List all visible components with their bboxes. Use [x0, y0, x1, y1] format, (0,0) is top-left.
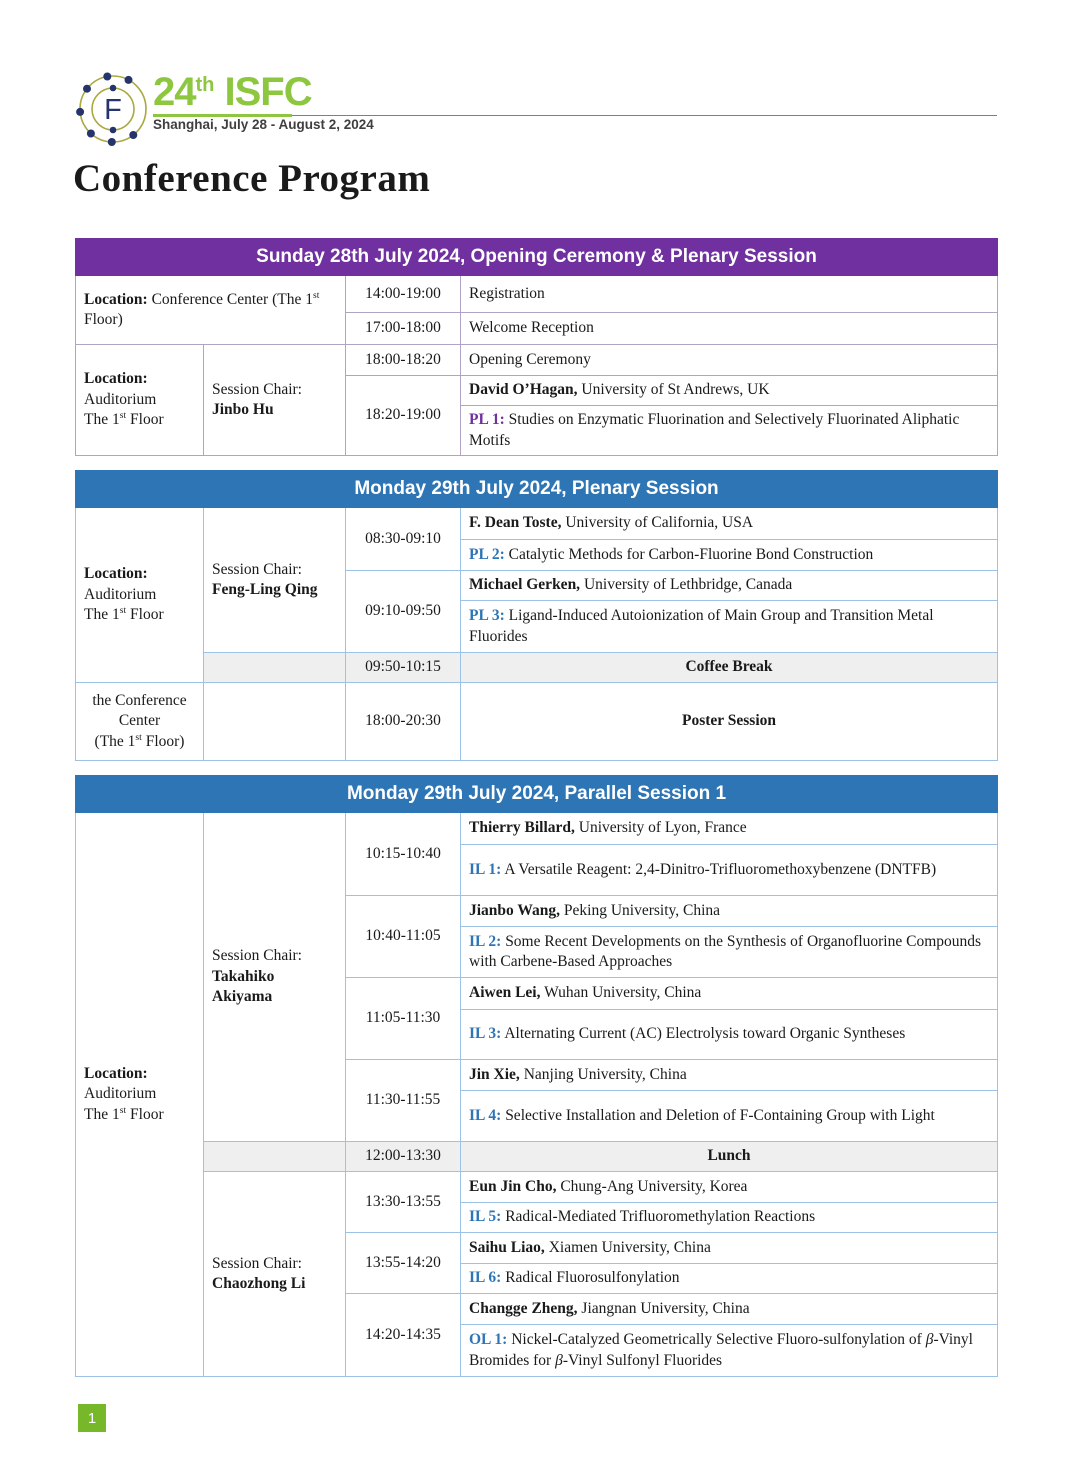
table-monday-parallel-header: Monday 29th July 2024, Parallel Session 1: [76, 776, 998, 813]
talk-code: IL 6:: [469, 1269, 502, 1287]
talk-title: Studies on Enzymatic Fluorination and Selectively Fluorinated Aliphatic Motifs: [469, 411, 960, 449]
table-sunday-header: Sunday 28th July 2024, Opening Ceremony & Plenary Session: [76, 239, 998, 276]
speaker-cell: [461, 978, 998, 1010]
table-monday-parallel: [75, 775, 998, 1377]
talk-code: IL 4:: [469, 1106, 502, 1124]
talk-code: IL 1:: [469, 860, 502, 878]
location-line: The 1: [84, 411, 120, 429]
time-cell: 11:30-11:55: [346, 1060, 461, 1142]
location-label: Location:: [84, 290, 148, 308]
time-cell: 10:15-10:40: [346, 813, 461, 896]
fluorine-atom-logo-icon: [74, 68, 152, 150]
ordinal-sup: st: [119, 605, 127, 617]
speaker-cell: [461, 1294, 998, 1325]
time-cell: 10:40-11:05: [346, 896, 461, 978]
poster-session-cell: Poster Session: [461, 683, 998, 761]
time-cell: 09:50-10:15: [346, 653, 461, 683]
time-cell: 11:05-11:30: [346, 978, 461, 1060]
speaker-name: Eun Jin Cho,: [469, 1177, 557, 1195]
time-cell: 13:55-14:20: [346, 1233, 461, 1294]
location-line: The 1: [84, 1105, 120, 1123]
speaker-name: F. Dean Toste,: [469, 514, 562, 532]
talk-title-cell: [461, 1203, 998, 1233]
location-cell-auditorium: [76, 813, 204, 1377]
session-chair-name: Chaozhong Li: [212, 1275, 306, 1292]
speaker-name: Michael Gerken,: [469, 576, 581, 594]
talk-title-cell: [461, 1010, 998, 1060]
page-title: Conference Program: [73, 157, 431, 200]
session-chair-name: Jinbo Hu: [212, 401, 274, 418]
speaker-cell: [461, 1233, 998, 1264]
talk-code: OL 1:: [469, 1331, 508, 1349]
event-cell: Opening Ceremony: [461, 345, 998, 376]
speaker-name: Jianbo Wang,: [469, 901, 561, 919]
talk-title: -Vinyl Bromides for: [469, 1331, 973, 1369]
logo-text-block: [153, 72, 374, 132]
talk-title: Radical-Mediated Trifluoromethylation Reactions: [501, 1208, 816, 1226]
speaker-affiliation: Peking University, China: [560, 901, 721, 919]
coffee-break-cell: Coffee Break: [461, 653, 998, 683]
logo-title-number: 24: [153, 70, 196, 114]
speaker-name: Aiwen Lei,: [469, 984, 541, 1002]
session-chair-name: Takahiko: [212, 967, 275, 985]
speaker-cell: [461, 508, 998, 540]
logo-title-acronym: ISFC: [214, 70, 312, 114]
session-chair-label: Session Chair:: [212, 1254, 302, 1272]
speaker-affiliation: University of Lethbridge, Canada: [580, 576, 793, 594]
talk-title: Some Recent Developments on the Synthesis of Organofluorine Compounds with Carbene-Based Approaches: [469, 932, 982, 970]
location-line-end: Floor): [141, 732, 185, 750]
location-cell-conference-center: [76, 683, 204, 761]
empty-cell: [204, 683, 346, 761]
talk-code: PL 3:: [469, 607, 505, 625]
time-cell: 18:00-18:20: [346, 345, 461, 376]
session-chair-label: Session Chair:: [212, 947, 302, 965]
talk-title-cell: [461, 540, 998, 571]
speaker-cell: [461, 896, 998, 927]
speaker-cell: [461, 813, 998, 845]
session-chair-name: Akiyama: [212, 988, 273, 1006]
session-chair-name: Feng-Ling Qing: [212, 581, 318, 598]
speaker-name: Saihu Liao,: [469, 1238, 545, 1256]
atom-letter: F: [104, 94, 122, 126]
beta-symbol: β: [925, 1331, 934, 1349]
talk-title-cell: [461, 1091, 998, 1142]
speaker-affiliation: Xiamen University, China: [544, 1238, 711, 1256]
speaker-cell: [461, 1060, 998, 1091]
ordinal-sup: st: [135, 731, 142, 743]
page-number-badge: 1: [78, 1404, 106, 1432]
speaker-affiliation: Chung-Ang University, Korea: [556, 1177, 748, 1195]
logo-title-ordinal: th: [195, 74, 215, 96]
location-value-end: Floor): [84, 311, 123, 328]
speaker-affiliation: Wuhan University, China: [540, 984, 702, 1002]
location-label: Location:: [84, 1064, 148, 1082]
lunch-cell: Lunch: [461, 1142, 998, 1172]
talk-code: IL 5:: [469, 1208, 502, 1226]
talk-title: A Versatile Reagent: 2,4-Dinitro-Trifluoromethoxybenzene (DNTFB): [501, 860, 937, 878]
speaker-cell: [461, 571, 998, 601]
time-cell: 08:30-09:10: [346, 508, 461, 571]
talk-title-cell: [461, 845, 998, 896]
talk-title: Selective Installation and Deletion of F-Containing Group with Light: [501, 1106, 935, 1124]
session-chair-label: Session Chair:: [212, 560, 302, 578]
talk-code: IL 2:: [469, 932, 502, 950]
location-line: the Conference: [92, 691, 187, 709]
speaker-affiliation: Jiangnan University, China: [577, 1299, 750, 1317]
table-sunday-program: [75, 238, 998, 456]
time-cell: 09:10-09:50: [346, 571, 461, 653]
location-line: The 1: [84, 606, 120, 624]
talk-title: Nickel-Catalyzed Geometrically Selective Fluoro-sulfonylation of: [507, 1331, 926, 1349]
ordinal-sup: st: [119, 410, 127, 422]
session-chair-cell: [204, 345, 346, 456]
location-cell-auditorium: [76, 345, 204, 456]
location-line: Auditorium: [84, 585, 157, 603]
location-label: Location:: [84, 370, 148, 388]
time-cell: 14:20-14:35: [346, 1294, 461, 1377]
time-cell: 18:20-19:00: [346, 376, 461, 456]
talk-title-cell: [461, 1325, 998, 1377]
time-cell: 18:00-20:30: [346, 683, 461, 761]
talk-title-cell: [461, 406, 998, 456]
speaker-name: Jin Xie,: [469, 1065, 520, 1083]
talk-title: Radical Fluorosulfonylation: [501, 1269, 680, 1287]
speaker-cell: [461, 376, 998, 406]
session-chair-cell: [204, 508, 346, 653]
talk-title-cell: [461, 1264, 998, 1294]
location-label: Location:: [84, 565, 148, 583]
talk-title: Catalytic Methods for Carbon-Fluorine Bond Construction: [504, 545, 874, 563]
talk-title-cell: [461, 601, 998, 653]
speaker-name: Thierry Billard,: [469, 819, 575, 837]
time-cell: 17:00-18:00: [346, 313, 461, 345]
speaker-affiliation: Nanjing University, China: [519, 1065, 687, 1083]
speaker-affiliation: University of California, USA: [561, 514, 754, 532]
talk-title-cell: [461, 927, 998, 978]
event-cell: Registration: [461, 276, 998, 313]
logo-subtitle: Shanghai, July 28 - August 2, 2024: [153, 117, 374, 132]
logo-underline-green: [153, 114, 292, 117]
location-line-end: Floor: [126, 606, 164, 624]
time-cell: 13:30-13:55: [346, 1172, 461, 1233]
location-value: Conference Center (The 1: [147, 290, 313, 308]
header-rule: [292, 115, 997, 116]
location-line: Center: [118, 712, 161, 730]
speaker-cell: [461, 1172, 998, 1203]
location-line: (The 1: [94, 732, 136, 750]
speaker-name: Changge Zheng,: [469, 1299, 578, 1317]
session-chair-label: Session Chair:: [212, 380, 302, 398]
session-chair-cell: [204, 1172, 346, 1377]
table-monday-plenary: [75, 470, 998, 761]
location-line-end: Floor: [126, 411, 164, 429]
event-cell: Welcome Reception: [461, 313, 998, 345]
empty-cell: [204, 1142, 346, 1172]
empty-cell: [204, 653, 346, 683]
time-cell: 12:00-13:30: [346, 1142, 461, 1172]
ordinal-sup: st: [312, 289, 320, 301]
location-cell-auditorium: [76, 508, 204, 683]
talk-code: IL 3:: [469, 1025, 502, 1043]
speaker-name: David O’Hagan,: [469, 381, 578, 399]
talk-code: PL 1:: [469, 411, 505, 429]
table-monday-plenary-header: Monday 29th July 2024, Plenary Session: [76, 471, 998, 508]
location-line: Auditorium: [84, 390, 157, 408]
ordinal-sup: st: [119, 1104, 127, 1116]
speaker-affiliation: University of Lyon, France: [574, 819, 747, 837]
location-cell-conference-center: [76, 276, 346, 345]
session-chair-cell: [204, 813, 346, 1142]
talk-title: -Vinyl Sulfonyl Fluorides: [562, 1351, 723, 1369]
beta-symbol: β: [555, 1351, 563, 1369]
speaker-affiliation: University of St Andrews, UK: [577, 381, 770, 399]
time-cell: 14:00-19:00: [346, 276, 461, 313]
talk-code: PL 2:: [469, 545, 505, 563]
logo-title: [153, 72, 374, 112]
location-line-end: Floor: [126, 1105, 164, 1123]
talk-title: Ligand-Induced Autoionization of Main Group and Transition Metal Fluorides: [469, 607, 934, 645]
location-line: Auditorium: [84, 1085, 157, 1103]
talk-title: Alternating Current (AC) Electrolysis toward Organic Syntheses: [501, 1025, 906, 1043]
